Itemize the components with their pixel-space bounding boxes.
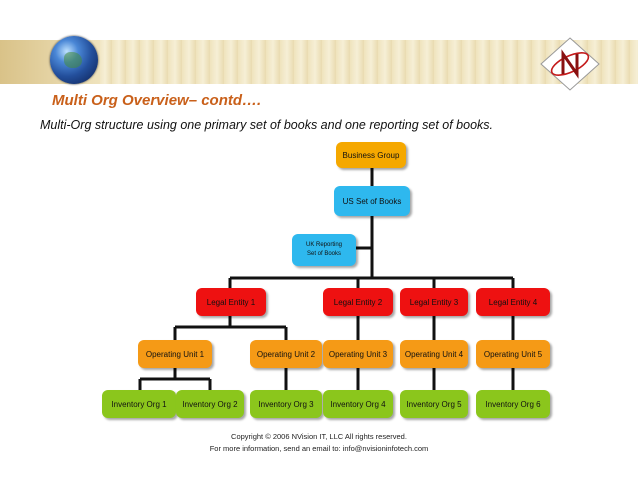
contact-text: For more information, send an email to: info@nvisioninfotech.com	[209, 444, 429, 453]
us-set-of-books-node: US Set of Books	[334, 186, 410, 216]
inventory-org-node: Inventory Org 3	[250, 390, 322, 418]
legal-entity-node: Legal Entity 2	[323, 288, 393, 316]
inventory-org-node: Inventory Org 1	[102, 390, 176, 418]
business-group-node: Business Group	[336, 142, 406, 168]
slide-subtitle: Multi-Org structure using one primary set of books and one reporting set of books.	[40, 118, 494, 132]
legal-entity-node: Legal Entity 1	[196, 288, 266, 316]
operating-unit-node: Operating Unit 5	[476, 340, 550, 368]
legal-entity-node: Legal Entity 3	[400, 288, 468, 316]
operating-unit-node: Operating Unit 4	[400, 340, 468, 368]
operating-unit-node: Operating Unit 3	[323, 340, 393, 368]
operating-unit-node: Operating Unit 1	[138, 340, 212, 368]
uk-reporting-sob-node	[292, 234, 356, 266]
operating-unit-node: Operating Unit 2	[250, 340, 322, 368]
inventory-org-node: Inventory Org 4	[323, 390, 393, 418]
inventory-org-node: Inventory Org 2	[176, 390, 244, 418]
inventory-org-node: Inventory Org 6	[476, 390, 550, 418]
uk-reporting-label-line2: Set of Books	[306, 251, 342, 257]
legal-entity-node: Legal Entity 4	[476, 288, 550, 316]
uk-reporting-label-line1: UK Reporting	[305, 242, 343, 248]
slide-title: Multi Org Overview– contd….	[52, 92, 262, 109]
copyright-text: Copyright © 2006 NVision IT, LLC All rights reserved.	[231, 432, 407, 441]
inventory-org-node: Inventory Org 5	[400, 390, 468, 418]
